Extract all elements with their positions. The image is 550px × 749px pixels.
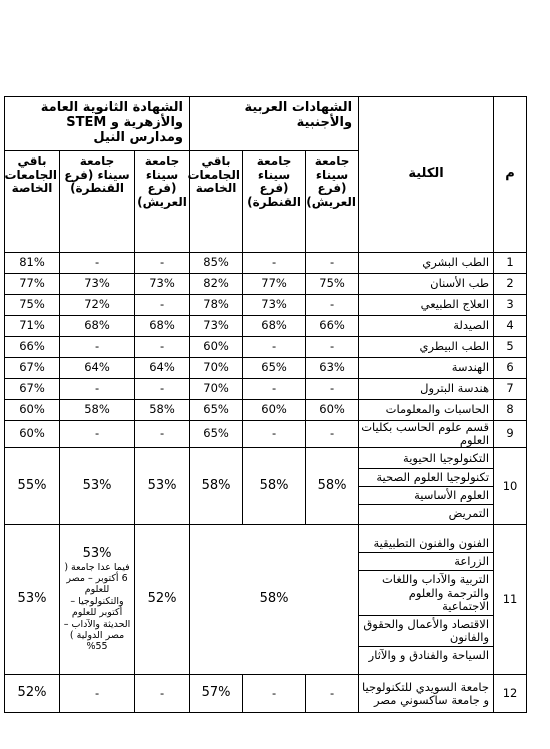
header-egy-arish: جامعة سيناء (فرع العريش) — [135, 150, 190, 252]
cell-arab-arish: 63% — [306, 357, 359, 378]
cell-arab-qantara: - — [243, 378, 306, 399]
table-row — [5, 420, 527, 447]
header-group-arab: الشهادات العربية والأجنبية — [190, 97, 359, 151]
cell-arab-arish: 75% — [306, 273, 359, 294]
cell-egy-others: 60% — [5, 399, 60, 420]
row-num: 8 — [494, 399, 527, 420]
college-name: التربية والآداب واللغات والترجمة والعلوم الاجتماعية — [359, 571, 493, 616]
college-name: الفنون والفنون التطبيقية — [359, 535, 493, 553]
cell-arab-arish: - — [306, 294, 359, 315]
cell-arab-qantara: 65% — [243, 357, 306, 378]
cell-arab-others: 70% — [190, 357, 243, 378]
cell-egy-others: 52% — [5, 675, 60, 713]
cell-egy-qantara — [60, 525, 135, 675]
college-name: الطب البيطري — [359, 336, 494, 357]
college-list — [359, 525, 494, 675]
cell-egy-qantara: - — [60, 420, 135, 447]
cell-arab-arish: 60% — [306, 399, 359, 420]
row-num: 3 — [494, 294, 527, 315]
college-name: قسم علوم الحاسب بكليات العلوم — [359, 420, 494, 447]
cell-arab-arish: 58% — [306, 448, 359, 525]
cell-egy-qantara: 68% — [60, 315, 135, 336]
cell-arab-qantara: 60% — [243, 399, 306, 420]
table-row — [5, 294, 527, 315]
college-name: العلوم الأساسية — [359, 487, 493, 505]
admission-table — [4, 96, 527, 713]
cell-arab-others: 60% — [190, 336, 243, 357]
table-row — [5, 336, 527, 357]
cell-arab-arish: - — [306, 675, 359, 713]
table-row — [5, 378, 527, 399]
table-row — [5, 357, 527, 378]
cell-egy-arish: - — [135, 378, 190, 399]
row-num: 6 — [494, 357, 527, 378]
college-name: الزراعة — [359, 553, 493, 571]
exception-note: فيما عدا جامعة ( 6 أكتوبر – مصر للعلوم والتكنولوجيا – أكتوبر للعلوم الحديثة والآداب – مصر الدولية ) 55% — [63, 561, 131, 653]
cell-egy-qantara: - — [60, 675, 135, 713]
cell-egy-others: 67% — [5, 378, 60, 399]
cell-arab-qantara: - — [243, 336, 306, 357]
header-egy-others: باقي الجامعات الخاصة — [5, 150, 60, 252]
header-arab-arish: جامعة سيناء (فرع العريش) — [306, 150, 359, 252]
cell-arab-others: 65% — [190, 420, 243, 447]
cell-egy-others: 71% — [5, 315, 60, 336]
table-row — [5, 675, 527, 713]
cell-arab-others: 58% — [190, 448, 243, 525]
row-num: 5 — [494, 336, 527, 357]
college-name: جامعة السويدي للتكنولوجيا و جامعة ساكسوني مصر — [359, 675, 494, 713]
table-row — [5, 273, 527, 294]
row-num: 4 — [494, 315, 527, 336]
row-num: 7 — [494, 378, 527, 399]
header-group-egy: الشهادة الثانوية العامة والأزهرية و STEM ومدارس النيل — [5, 97, 190, 151]
cell-egy-qantara: 53% — [60, 448, 135, 525]
cell-egy-others: 53% — [5, 525, 60, 675]
cell-arab-arish: - — [306, 378, 359, 399]
college-name: هندسة البترول — [359, 378, 494, 399]
cell-egy-qantara-value: 53% — [82, 545, 112, 561]
cell-egy-others: 81% — [5, 252, 60, 273]
header-college: الكلية — [359, 97, 494, 253]
cell-arab-qantara: 58% — [243, 448, 306, 525]
college-name: الصيدلة — [359, 315, 494, 336]
cell-arab-others: 78% — [190, 294, 243, 315]
row-num: 9 — [494, 420, 527, 447]
table-row — [5, 448, 527, 525]
cell-arab-qantara: - — [243, 420, 306, 447]
cell-arab-arish: 66% — [306, 315, 359, 336]
cell-egy-arish: 68% — [135, 315, 190, 336]
cell-arab-arish: - — [306, 252, 359, 273]
cell-egy-qantara: - — [60, 252, 135, 273]
table-row — [5, 525, 527, 675]
cell-arab-merged: 58% — [190, 525, 359, 675]
table-row — [5, 399, 527, 420]
cell-arab-others: 70% — [190, 378, 243, 399]
cell-egy-arish: - — [135, 675, 190, 713]
row-num: 12 — [494, 675, 527, 713]
college-name: التمريض — [448, 505, 490, 520]
cell-egy-arish: - — [135, 252, 190, 273]
table-row — [5, 252, 527, 273]
college-name: الاقتصاد والأعمال والحقوق والفانون — [359, 616, 493, 647]
cell-arab-qantara: 77% — [243, 273, 306, 294]
cell-arab-arish: - — [306, 336, 359, 357]
header-arab-qantara: جامعة سيناء (فرع القنطرة) — [243, 150, 306, 252]
college-name: تكنولوجيا العلوم الصحية — [359, 469, 493, 487]
cell-arab-qantara: 68% — [243, 315, 306, 336]
college-name: الهندسة — [359, 357, 494, 378]
cell-egy-qantara: - — [60, 378, 135, 399]
cell-egy-arish: 64% — [135, 357, 190, 378]
cell-arab-others: 65% — [190, 399, 243, 420]
cell-egy-others: 66% — [5, 336, 60, 357]
cell-arab-qantara: 73% — [243, 294, 306, 315]
cell-egy-qantara: 58% — [60, 399, 135, 420]
cell-egy-qantara: - — [60, 336, 135, 357]
cell-egy-arish: 53% — [135, 448, 190, 525]
college-name: الطب البشري — [359, 252, 494, 273]
row-num: 1 — [494, 252, 527, 273]
row-num: 11 — [494, 525, 527, 675]
cell-arab-qantara: - — [243, 675, 306, 713]
cell-arab-others: 57% — [190, 675, 243, 713]
cell-egy-qantara: 64% — [60, 357, 135, 378]
cell-egy-others: 67% — [5, 357, 60, 378]
college-name: طب الأسنان — [359, 273, 494, 294]
row-num: 2 — [494, 273, 527, 294]
cell-egy-arish: 52% — [135, 525, 190, 675]
cell-egy-others: 77% — [5, 273, 60, 294]
cell-egy-others: 60% — [5, 420, 60, 447]
college-name: السياحة والفنادق و والآثار — [368, 648, 490, 663]
college-list — [359, 448, 494, 525]
cell-arab-others: 85% — [190, 252, 243, 273]
college-name: الحاسبات والمعلومات — [359, 399, 494, 420]
header-arab-others: باقي الجامعات الخاصة — [190, 150, 243, 252]
college-name: التكنولوجيا الحيوية — [359, 450, 493, 468]
cell-egy-arish: - — [135, 294, 190, 315]
cell-egy-arish: 58% — [135, 399, 190, 420]
cell-egy-arish: 73% — [135, 273, 190, 294]
cell-arab-qantara: - — [243, 252, 306, 273]
cell-egy-others: 75% — [5, 294, 60, 315]
row-num: 10 — [494, 448, 527, 525]
cell-egy-arish: - — [135, 420, 190, 447]
table-row — [5, 315, 527, 336]
college-name: العلاج الطبيعي — [359, 294, 494, 315]
cell-arab-others: 73% — [190, 315, 243, 336]
cell-egy-qantara: 73% — [60, 273, 135, 294]
header-num: م — [494, 97, 527, 253]
cell-egy-others: 55% — [5, 448, 60, 525]
cell-arab-arish: - — [306, 420, 359, 447]
cell-arab-others: 82% — [190, 273, 243, 294]
cell-egy-qantara: 72% — [60, 294, 135, 315]
header-egy-qantara: جامعة سيناء (فرع القنطرة) — [60, 150, 135, 252]
cell-egy-arish: - — [135, 336, 190, 357]
